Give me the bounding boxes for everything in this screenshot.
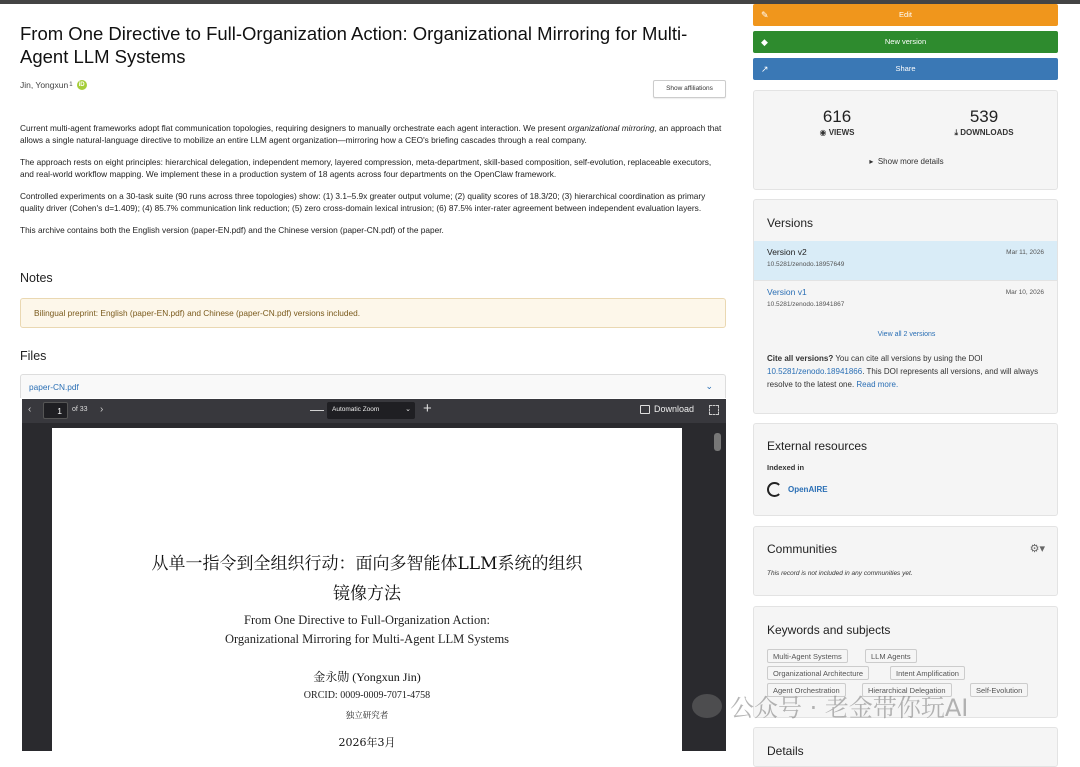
keywords-heading: Keywords and subjects [767, 623, 891, 637]
version-item[interactable] [754, 241, 1057, 280]
prev-page-icon[interactable]: ‹ [28, 404, 32, 415]
page-count: of 33 [72, 406, 88, 413]
keyword-tag[interactable]: Multi-Agent Systems [767, 649, 848, 663]
viewer-scrollbar[interactable] [714, 433, 721, 451]
zoom-select[interactable]: Automatic Zoom ⌄ [327, 402, 415, 419]
view-all-versions-link[interactable]: View all 2 versions [877, 331, 936, 338]
record-title: From One Directive to Full-Organization Action: Organizational Mirroring for Multi-Agent LLM Systems [20, 23, 688, 67]
orcid-icon[interactable]: iD [78, 82, 85, 88]
pdf-toolbar [22, 399, 726, 423]
files-heading: Files [20, 349, 47, 363]
pdf-affiliation: 独立研究者 [345, 711, 389, 721]
communities-panel [753, 526, 1058, 596]
chevron-down-icon[interactable]: ⌄ [705, 381, 713, 391]
file-name-link[interactable]: paper-CN.pdf [29, 382, 79, 392]
openaire-logo-icon [767, 482, 782, 497]
wechat-icon [692, 694, 722, 718]
author-row [20, 80, 87, 90]
description-paragraph: Current multi-agent frameworks adopt flat communication topologies, requiring designers to manually orchestrate each agent interaction. We present organizational mirroring, an approach that allows a single natural-language directive to mobilize an entire LLM agent organization—mirroring how a CEO's briefing cascades through a real company. [20, 123, 722, 145]
external-resources-panel [753, 423, 1058, 516]
views-stat [777, 107, 897, 137]
keyword-tag[interactable]: LLM Agents [865, 649, 917, 663]
eye-icon: ◉ [819, 128, 827, 137]
communities-heading: Communities [767, 542, 838, 556]
show-affiliations-button[interactable]: Show affiliations [653, 80, 726, 98]
zoom-out-icon[interactable]: — [310, 401, 324, 417]
version-doi: 10.5281/zenodo.18941867 [767, 301, 845, 308]
keyword-tag[interactable]: Self-Evolution [970, 683, 1028, 697]
share-icon: ↗ [761, 64, 769, 74]
watermark: 公众号 · 老金带你玩AI [692, 688, 968, 723]
downloads-stat [924, 107, 1044, 138]
pdf-author: 金永勋 (Yongxun Jin) [313, 670, 421, 684]
views-label: VIEWS [828, 128, 855, 137]
pdf-page [52, 428, 682, 758]
keyword-tag[interactable]: Agent Orchestration [767, 683, 846, 697]
edit-button[interactable]: ✎ Edit [753, 4, 1058, 26]
description-paragraph: The approach rests on eight principles: hierarchical delegation, independent memory, layered compression, meta-department, skill-based composition, self-evolution, replaceable executors, and real-world workflow mapping. We implement these in a production system of 18 agents across four departments on the OpenClaw framework. [20, 157, 712, 179]
pdf-date: 2026年3月 [338, 736, 396, 749]
show-more-details[interactable]: ▸ Show more details [869, 157, 944, 166]
notes-box [20, 298, 726, 328]
author-name[interactable]: Jin, Yongxun [20, 80, 69, 90]
details-panel [753, 727, 1058, 767]
share-button[interactable]: ↗ Share [753, 58, 1058, 80]
chevron-down-icon: ⌄ [405, 406, 411, 413]
pdf-orcid: ORCID: 0009-0009-7071-4758 [303, 690, 431, 701]
version-name[interactable]: Version v2 [767, 247, 807, 257]
communities-empty-text: This record is not included in any communities yet. [767, 570, 913, 577]
downloads-label: DOWNLOADS [960, 128, 1014, 137]
versions-heading: Versions [767, 216, 814, 230]
zoom-in-icon[interactable]: + [423, 400, 432, 417]
notes-text: Bilingual preprint: English (paper-EN.pdf) and Chinese (paper-CN.pdf) versions included. [34, 308, 361, 318]
version-doi: 10.5281/zenodo.18957649 [767, 261, 845, 268]
edit-icon: ✎ [761, 10, 769, 20]
downloads-count: 539 [969, 107, 999, 126]
fullscreen-icon[interactable] [709, 405, 719, 415]
version-item[interactable] [754, 280, 1057, 319]
notes-heading: Notes [20, 271, 53, 285]
author-affil-sup: 1 [69, 82, 73, 88]
concept-doi-link[interactable]: 10.5281/zenodo.18941866 [767, 367, 863, 376]
version-name[interactable]: Version v1 [767, 287, 807, 297]
external-resources-heading: External resources [767, 439, 868, 453]
keyword-tag[interactable]: Organizational Architecture [767, 666, 869, 680]
keyword-tag[interactable]: Hierarchical Delegation [862, 683, 952, 697]
keyword-tag[interactable]: Intent Amplification [890, 666, 965, 680]
cite-all-versions: Cite all versions? You can cite all versions by using the DOI 10.5281/zenodo.18941866. This DOI represents all versions, and will always resolve to the latest one. Read more. [767, 354, 1039, 389]
description [20, 122, 726, 246]
views-count: 616 [822, 107, 852, 126]
openaire-link[interactable]: OpenAIRE [767, 482, 828, 497]
pdf-viewer [22, 399, 726, 751]
new-version-button[interactable]: ◆ New version [753, 31, 1058, 53]
description-paragraph: Controlled experiments on a 30-task suite (90 runs across three topologies) show: (1) 3.1–5.9x greater output volume; (2) quality scores of 18.3/20; (3) hierarchical coordination as primary quality driver (Cohen's d=1.409); (4) 85.7% communication link reduction; (5) zero cross-domain lexical intrusion; (6) 87.5% inter-rater agreement between independent evaluation layers. [20, 191, 706, 213]
gear-icon[interactable]: ⚙▾ [1029, 543, 1045, 555]
read-more-link[interactable]: Read more. [856, 380, 899, 389]
tag-icon: ◆ [761, 37, 768, 47]
version-date: Mar 10, 2026 [1005, 289, 1044, 296]
stats-panel [753, 90, 1058, 190]
download-icon: ⤓ [954, 128, 958, 137]
caret-right-icon: ▸ [869, 157, 874, 166]
download-icon [640, 405, 650, 414]
download-button[interactable]: Download [640, 404, 694, 414]
version-date: Mar 11, 2026 [1006, 249, 1044, 256]
next-page-icon[interactable]: › [100, 404, 104, 415]
page-number-input[interactable]: 1 [43, 402, 68, 419]
description-paragraph: This archive contains both the English version (paper-EN.pdf) and the Chinese version (paper-CN.pdf) of the paper. [20, 225, 444, 235]
pdf-title-en: From One Directive to Full-Organization Action: Organizational Mirroring for Multi-Agent LLM Systems [224, 613, 510, 646]
details-heading: Details [767, 744, 804, 758]
file-accordion-header[interactable] [20, 374, 726, 398]
indexed-in-label: Indexed in [767, 463, 805, 472]
pdf-title-cn: 从单一指令到全组织行动：面向多智能体LLM系统的组织 镜像方法 [151, 554, 583, 604]
versions-panel [753, 199, 1058, 414]
